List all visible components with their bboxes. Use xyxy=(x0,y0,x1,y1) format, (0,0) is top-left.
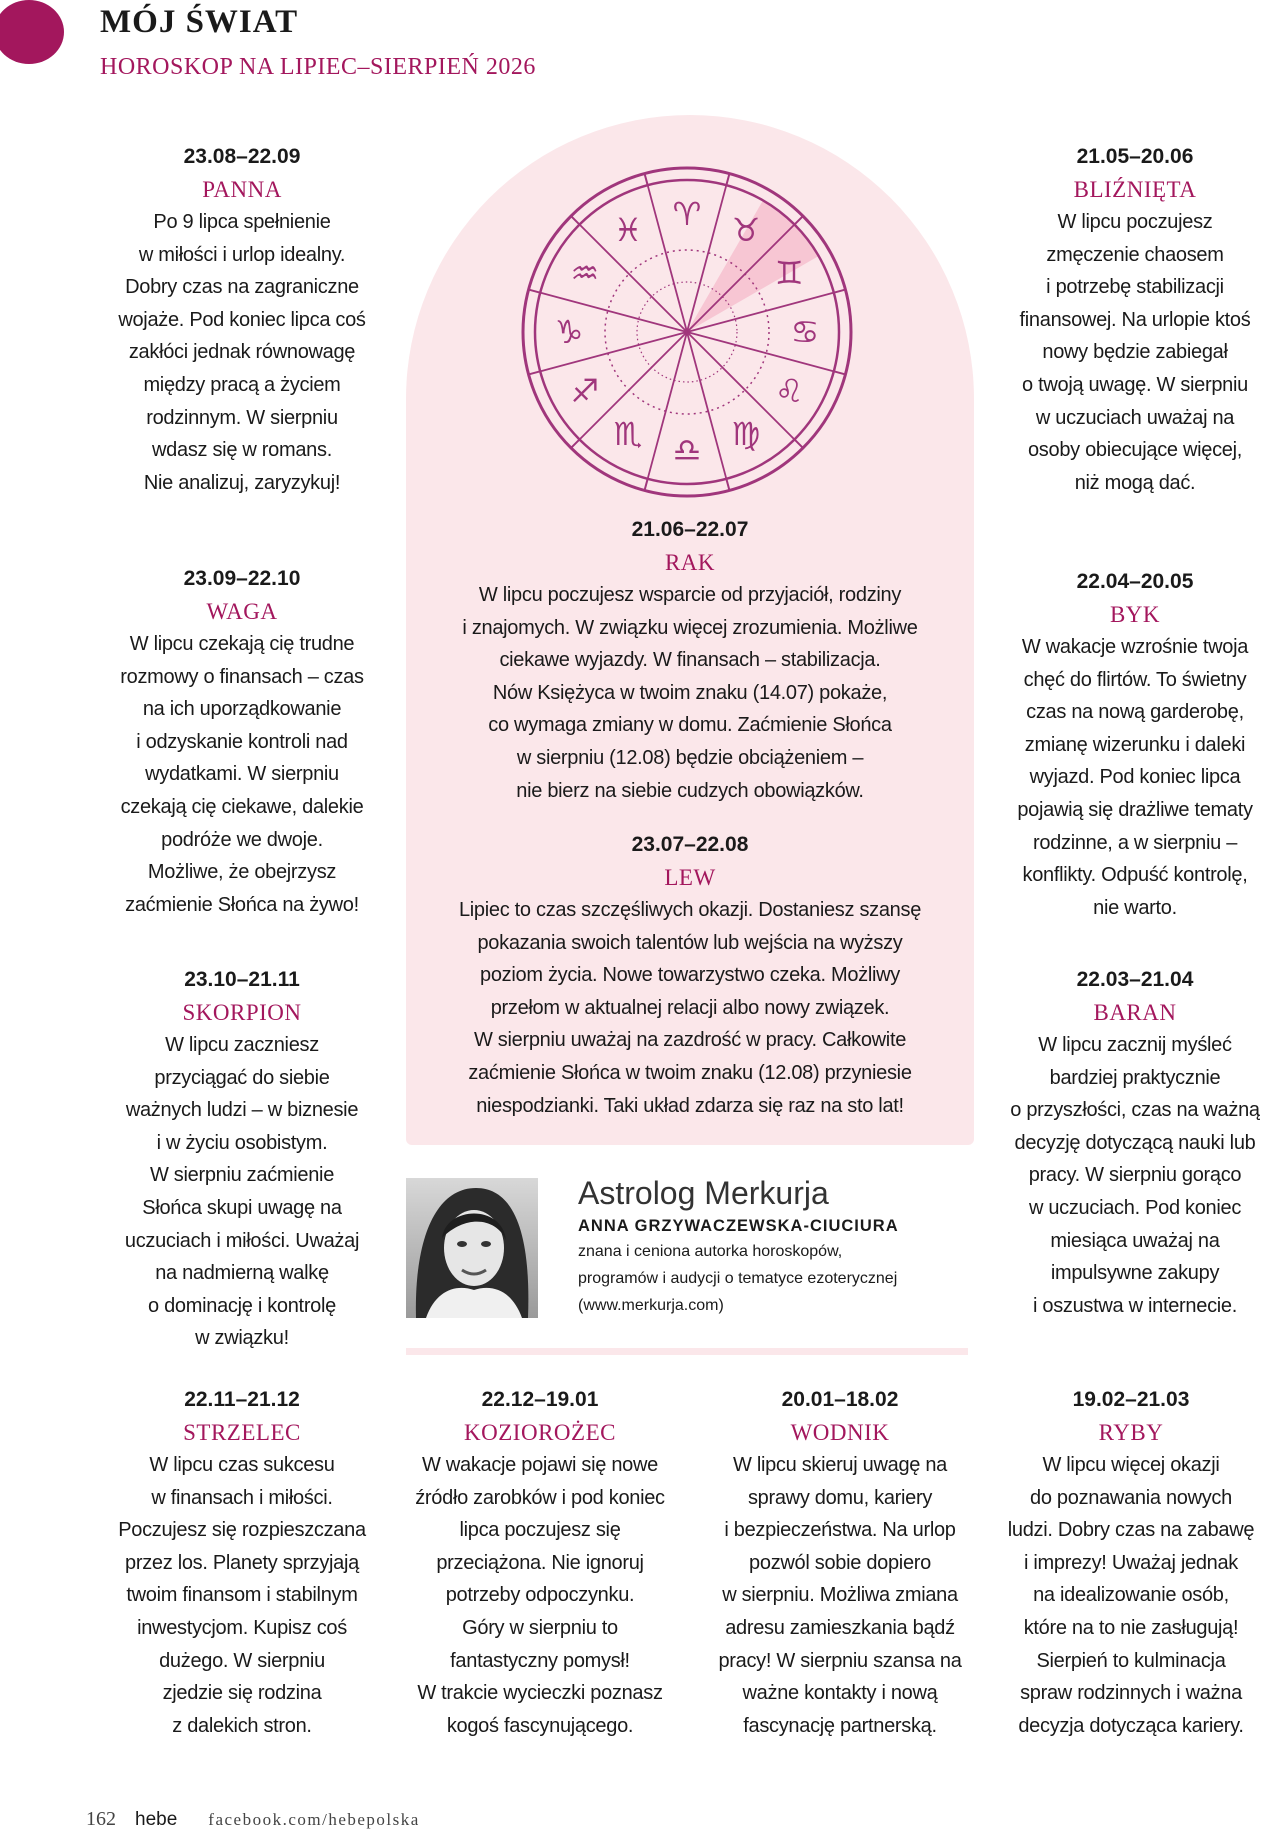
sign-dates: 21.05–20.06 xyxy=(1076,145,1194,168)
text-line: pozwól sobie dopiero xyxy=(749,1551,931,1574)
text-line: i oszustwa w internecie. xyxy=(1032,1294,1237,1317)
sign-strzelec xyxy=(92,1383,392,1742)
text-line: osoby obiecujące więcej, xyxy=(1027,439,1243,462)
separator-bar xyxy=(406,1348,968,1355)
sign-skorpion xyxy=(92,963,392,1355)
sign-name: LEW xyxy=(664,865,716,890)
text-line: W lipcu czekają cię trudne xyxy=(129,633,355,655)
text-line: niespodzianki. Taki układ zdarza się raz na sto lat! xyxy=(476,1094,904,1117)
sign-text xyxy=(406,894,974,1122)
sign-text xyxy=(92,628,392,921)
sign-koziorozec xyxy=(392,1383,688,1742)
wheel-tick xyxy=(726,174,729,186)
text-line: uczuciach i miłości. Uważaj xyxy=(124,1229,360,1252)
astrologer-title: Astrolog Merkurja xyxy=(578,1175,829,1211)
sign-name: PANNA xyxy=(202,177,282,202)
sign-text xyxy=(92,206,392,499)
text-line: z dalekich stron. xyxy=(172,1714,312,1737)
text-line: Góry w sierpniu to xyxy=(462,1616,618,1639)
zodiac-glyph-icon: ♏ xyxy=(613,415,643,454)
text-line: miesiąca uważaj na xyxy=(1050,1229,1220,1252)
astrologer-name: ANNA GRZYWACZEWSKA-CIUCIURA xyxy=(578,1217,899,1235)
text-line: Słońca skupi uwagę na xyxy=(142,1196,342,1219)
desc-line: (www.merkurja.com) xyxy=(578,1297,724,1314)
wheel-tick xyxy=(529,290,541,293)
text-line: nowy będzie zabiegał xyxy=(1042,341,1228,364)
wheel-tick xyxy=(571,439,579,447)
wheel-tick xyxy=(529,371,541,374)
text-line: i bezpieczeństwa. Na urlop xyxy=(724,1519,956,1542)
text-line: wdasz się w romans. xyxy=(152,439,332,462)
text-line: zmianę wizerunku i daleki xyxy=(1024,733,1246,756)
text-line: fantastyczny pomysł! xyxy=(450,1649,630,1672)
sign-name: WAGA xyxy=(206,599,278,624)
text-line: źródło zarobków i pod koniec xyxy=(415,1486,665,1509)
text-line: wojaże. Pod koniec lipca coś xyxy=(118,308,366,331)
text-line: Możliwe, że obejrzysz xyxy=(147,861,337,884)
text-line: kogoś fascynującego. xyxy=(446,1714,634,1737)
text-line: pracy! W sierpniu szansa na xyxy=(718,1649,962,1672)
text-line: wydatkami. W sierpniu xyxy=(145,763,339,786)
text-line: Nów Księżyca w twoim znaku (14.07) pokaże, xyxy=(492,681,888,704)
text-line: podróże we dwoje. xyxy=(161,828,323,851)
text-line: zjedzie się rodzina xyxy=(162,1682,322,1705)
text-line: W wakacje pojawi się nowe xyxy=(422,1454,658,1476)
sign-ryby xyxy=(994,1383,1268,1742)
text-line: w uczuciach. Pod koniec xyxy=(1028,1196,1242,1219)
sign-text xyxy=(1000,631,1268,924)
text-line: zaćmienie Słońca w twoim znaku (12.08) przyniesie xyxy=(468,1061,912,1084)
text-line: Poczujesz się rozpieszczana xyxy=(118,1519,366,1542)
sign-name: BLIŹNIĘTA xyxy=(1073,177,1197,202)
text-line: w związku! xyxy=(195,1327,289,1350)
text-line: zaćmienie Słońca na żywo! xyxy=(125,893,359,916)
section-marker-dot xyxy=(0,0,64,64)
sign-baran xyxy=(1000,963,1268,1322)
wheel-tick xyxy=(645,174,648,186)
text-line: W lipcu skieruj uwagę na xyxy=(732,1454,947,1476)
page-number: 162 xyxy=(86,1808,116,1830)
sign-name: RAK xyxy=(664,550,716,575)
text-line: na idealizowanie osób, xyxy=(1033,1584,1229,1607)
text-line: nie bierz na siebie cudzych obowiązków. xyxy=(516,779,864,802)
page-subtitle: HOROSKOP NA LIPIEC–SIERPIEŃ 2026 xyxy=(100,54,536,80)
sign-text xyxy=(994,1449,1268,1742)
sign-dates: 23.08–22.09 xyxy=(183,145,301,168)
sign-name: STRZELEC xyxy=(183,1420,301,1445)
text-line: ciekawe wyjazdy. W finansach – stabilizacja. xyxy=(499,649,881,672)
text-line: W lipcu zacznij myśleć xyxy=(1038,1034,1232,1056)
text-line: decyzja dotycząca kariery. xyxy=(1018,1714,1244,1737)
text-line: twoim finansom i stabilnym xyxy=(126,1584,358,1607)
text-line: czas na nową garderobę, xyxy=(1026,701,1244,724)
text-line: w sierpniu. Możliwa zmiana xyxy=(722,1584,958,1607)
text-line: ludzi. Dobry czas na zabawę xyxy=(1007,1519,1255,1542)
text-line: W lipcu czas sukcesu xyxy=(149,1454,335,1476)
sign-name: SKORPION xyxy=(182,1000,302,1025)
section-title: MÓJ ŚWIAT xyxy=(100,4,299,40)
sign-dates: 22.12–19.01 xyxy=(481,1388,599,1411)
text-line: o przyszłości, czas na ważną xyxy=(1010,1099,1260,1122)
zodiac-glyph-icon: ♍ xyxy=(731,415,761,454)
text-line: adresu zamieszkania bądź xyxy=(725,1616,955,1639)
text-line: pracy. W sierpniu gorąco xyxy=(1028,1164,1242,1187)
text-line: dużego. W sierpniu xyxy=(159,1649,325,1672)
text-line: zakłóci jednak równowagę xyxy=(128,341,356,364)
sign-panna xyxy=(92,140,392,499)
text-line: chęć do flirtów. To świetny xyxy=(1023,668,1247,691)
text-line: W sierpniu zaćmienie xyxy=(149,1164,335,1187)
zodiac-wheel xyxy=(520,165,854,499)
text-line: na nadmierną walkę xyxy=(155,1262,329,1285)
text-line: które na to nie zasługują! xyxy=(1023,1616,1239,1639)
desc-line: znana i ceniona autorka horoskopów, xyxy=(578,1243,843,1260)
text-line: finansowej. Na urlopie ktoś xyxy=(1019,308,1251,331)
wheel-tick xyxy=(645,479,648,491)
sign-dates: 22.03–21.04 xyxy=(1076,968,1194,991)
text-line: ważne kontakty i nową xyxy=(742,1682,938,1705)
sign-text xyxy=(1000,206,1268,499)
text-line: co wymaga zmiany w domu. Zaćmienie Słońca xyxy=(488,714,892,737)
text-line: i odzyskanie kontroli nad xyxy=(136,730,348,753)
wheel-tick xyxy=(794,439,802,447)
text-line: między pracą a życiem xyxy=(143,373,341,396)
sign-text xyxy=(406,579,974,807)
text-line: zmęczenie chaosem xyxy=(1046,243,1224,266)
text-line: rodzinnym. W sierpniu xyxy=(146,406,338,429)
text-line: Sierpień to kulminacja xyxy=(1036,1649,1226,1672)
zodiac-glyph-icon: ♉ xyxy=(731,210,761,249)
astrologer-description xyxy=(578,1238,978,1319)
sign-text xyxy=(392,1449,688,1742)
text-line: i znajomych. W związku więcej zrozumienia. Możliwe xyxy=(462,616,918,639)
text-line: rodzinne, a w sierpniu – xyxy=(1032,831,1238,854)
wheel-tick xyxy=(794,216,802,224)
sign-waga xyxy=(92,562,392,921)
text-line: w miłości i urlop idealny. xyxy=(138,243,346,266)
sign-text xyxy=(92,1029,392,1355)
text-line: Po 9 lipca spełnienie xyxy=(153,211,331,233)
sign-dates: 23.07–22.08 xyxy=(631,833,749,856)
text-line: i imprezy! Uważaj jednak xyxy=(1024,1551,1238,1574)
text-line: pokazania swoich talentów lub wejścia na wyższy xyxy=(477,931,903,954)
sign-lew xyxy=(406,828,974,1122)
sign-text xyxy=(692,1449,988,1742)
zodiac-glyph-icon: ♐ xyxy=(570,372,600,410)
sign-name: KOZIOROŻEC xyxy=(464,1420,616,1445)
text-line: W sierpniu uważaj na zazdrość w pracy. Całkowite xyxy=(473,1029,907,1052)
text-line: pojawią się drażliwe tematy xyxy=(1017,798,1253,821)
sign-name: RYBY xyxy=(1098,1420,1164,1445)
sign-text xyxy=(1000,1029,1268,1322)
zodiac-glyph-icon: ♈ xyxy=(672,195,702,233)
text-line: nie warto. xyxy=(1093,896,1177,919)
text-line: wyjazd. Pod koniec lipca xyxy=(1029,766,1241,789)
wheel-tick xyxy=(571,216,579,224)
sign-wodnik xyxy=(692,1383,988,1742)
text-line: rozmowy o finansach – czas xyxy=(120,665,364,688)
text-line: potrzeby odpoczynku. xyxy=(445,1584,635,1607)
text-line: fascynację partnerską. xyxy=(743,1714,937,1737)
page-footer xyxy=(86,1808,420,1831)
text-line: Dobry czas na zagraniczne xyxy=(125,276,359,299)
portrait-image xyxy=(406,1178,538,1318)
text-line: spraw rodzinnych i ważna xyxy=(1020,1682,1242,1705)
desc-line: programów i audycji o tematyce ezoterycznej xyxy=(578,1270,898,1287)
text-line: niż mogą dać. xyxy=(1074,471,1196,494)
text-line: W lipcu poczujesz xyxy=(1057,211,1213,233)
zodiac-glyph-icon: ♌ xyxy=(774,372,804,410)
sign-rak xyxy=(406,513,974,807)
wheel-tick xyxy=(834,290,846,293)
text-line: bardziej praktycznie xyxy=(1049,1066,1221,1089)
text-line: poziom życia. Nowe towarzystwo czeka. Możliwy xyxy=(480,964,900,987)
sign-byk xyxy=(1000,565,1268,924)
text-line: W lipcu zaczniesz xyxy=(165,1034,319,1056)
zodiac-glyph-icon: ♎ xyxy=(672,431,702,469)
text-line: W wakacje wzrośnie twoja xyxy=(1021,636,1249,658)
sign-dates: 23.10–21.11 xyxy=(184,968,300,991)
text-line: impulsywne zakupy xyxy=(1050,1262,1220,1285)
text-line: Nie analizuj, zaryzykuj! xyxy=(143,471,341,494)
text-line: Lipiec to czas szczęśliwych okazji. Dostaniesz szansę xyxy=(458,899,922,921)
zodiac-glyph-icon: ♒ xyxy=(570,254,600,292)
text-line: przeciążona. Nie ignoruj xyxy=(436,1551,644,1574)
text-line: w finansach i miłości. xyxy=(151,1486,333,1509)
astrologer-photo xyxy=(406,1178,538,1318)
zodiac-glyph-icon: ♋ xyxy=(790,313,820,351)
sign-dates: 22.04–20.05 xyxy=(1076,570,1194,593)
sign-dates: 21.06–22.07 xyxy=(631,518,749,541)
magazine-name: hebe xyxy=(135,1809,178,1830)
text-line: przez los. Planety sprzyjają xyxy=(125,1551,359,1574)
text-line: czekają cię ciekawe, dalekie xyxy=(120,795,364,818)
text-line: na ich uporządkowanie xyxy=(142,698,342,721)
sign-name: BARAN xyxy=(1093,1000,1177,1025)
sign-dates: 19.02–21.03 xyxy=(1072,1388,1190,1411)
text-line: sprawy domu, kariery xyxy=(747,1486,933,1509)
text-line: W lipcu poczujesz wsparcie od przyjaciół, rodziny xyxy=(478,584,902,606)
sign-text xyxy=(92,1449,392,1742)
text-line: do poznawania nowych xyxy=(1030,1486,1232,1509)
text-line: W trakcie wycieczki poznasz xyxy=(417,1682,663,1705)
zodiac-glyph-icon: ♊ xyxy=(774,254,804,292)
text-line: przełom w aktualnej relacji albo nowy związek. xyxy=(490,996,890,1019)
sign-bliznieta xyxy=(1000,140,1268,499)
text-line: w sierpniu (12.08) będzie obciążeniem – xyxy=(516,746,864,769)
text-line: przyciągać do siebie xyxy=(154,1066,330,1089)
sign-dates: 20.01–18.02 xyxy=(781,1388,899,1411)
text-line: o twoją uwagę. W sierpniu xyxy=(1022,373,1248,396)
sign-name: WODNIK xyxy=(790,1420,890,1445)
text-line: o dominację i kontrolę xyxy=(148,1294,336,1317)
sign-dates: 22.11–21.12 xyxy=(184,1388,300,1411)
text-line: inwestycjom. Kupisz coś xyxy=(137,1616,347,1639)
text-line: w uczuciach uważaj na xyxy=(1035,406,1235,429)
text-line: W lipcu więcej okazji xyxy=(1042,1454,1220,1476)
zodiac-glyph-icon: ♑ xyxy=(554,313,584,351)
text-line: ważnych ludzi – w biznesie xyxy=(125,1099,359,1122)
astrologer-info xyxy=(578,1172,978,1319)
text-line: lipca poczujesz się xyxy=(459,1519,621,1542)
facebook-link[interactable]: facebook.com/hebepolska xyxy=(208,1810,420,1829)
wheel-tick xyxy=(834,371,846,374)
zodiac-glyph-icon: ♓ xyxy=(613,210,643,249)
sign-dates: 23.09–22.10 xyxy=(183,567,301,590)
text-line: decyzję dotyczącą nauki lub xyxy=(1014,1131,1256,1154)
text-line: i w życiu osobistym. xyxy=(156,1131,328,1154)
text-line: i potrzebę stabilizacji xyxy=(1046,276,1224,299)
text-line: konflikty. Odpuść kontrolę, xyxy=(1022,864,1248,887)
wheel-tick xyxy=(726,479,729,491)
sign-name: BYK xyxy=(1109,602,1161,627)
